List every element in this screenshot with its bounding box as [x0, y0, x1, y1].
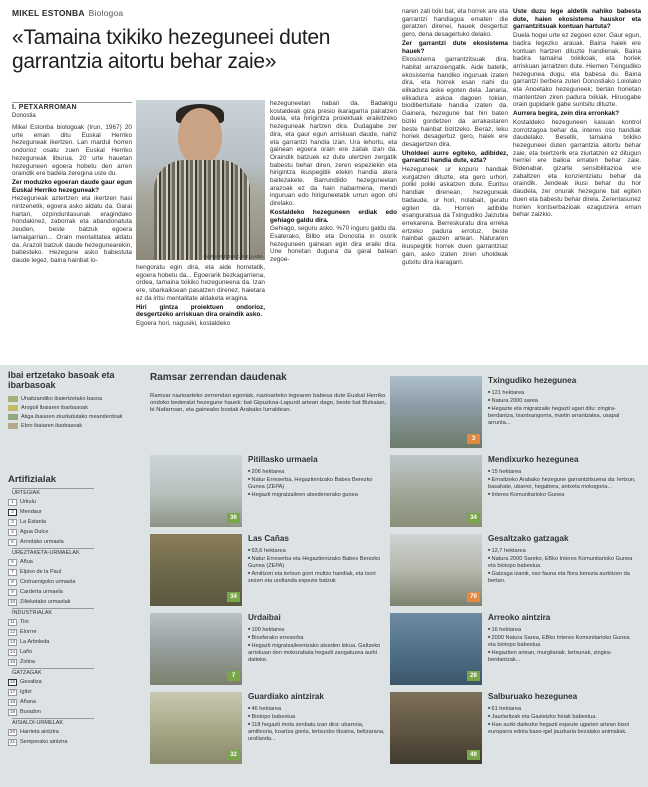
site-label: Urkulu	[20, 499, 36, 505]
site-list-item	[8, 538, 64, 546]
category-heading: AISIALDI-URMELAK	[12, 718, 94, 726]
question-2: Hiri gintza proiektuen ondorioz, desgertzeko arriskuan dira oraindik asko.	[136, 303, 265, 319]
map-number-badge: 49	[467, 750, 480, 760]
map-number-badge: 29	[467, 671, 480, 681]
ramsar-title: Ramsar zerrendan daudenak	[150, 372, 287, 383]
question-3: Kostaldeko hezeguneen erdiak edo gehiago galdu dira.	[270, 208, 397, 224]
answer-1: Hezeguneak aztertzen eta ikertzen hasi nintzenetik, egoera asko aldatu da. Garai hartan, ozpinduntasunak eragindako hondakinez, zaborrak eta abandonatuta zeuden, beste batzuk egoera lamaigarrian... Orain mentalitatea aldatu da. Arazoli batzuk daude hezegunearekin, babesteko. Hezegune asko babestuta daude legez, baina hainbat lo-	[12, 195, 132, 264]
answer-4: Ekosistema garrantzitsuak dira, habitat arrazoiengatik. Aide batetik, ekosistema handiko inguruak izaten dira, eta horrek esan nahi du elikadura aske egoten dela. Janaria, elikadura askoa dagoen tokian, biodibertsitate handia izaten da. Gainera, hezegune bat hiri baten biziki gordetzen da arrakastaren beste hainbat bizitzeko. Beraz, leku horiek desagertuz gero, haiek ere desagertzen dira.	[402, 56, 508, 148]
ramsar-intro: Ramsar nazioarteko zerrendan egoniak, nazioarteko legearen babesa dute Euskal Herriko ondoko bederatzi hezegune hauek: bat Gipuzkoa-Lapurdi artean dago, beste bat Bizkaian, bi Nafarroan, eta gaineako bostak Arabako lurraldean.	[150, 393, 387, 414]
category-heading: UREZTAKETA-URMAELAK	[12, 548, 94, 556]
answer-6: Duela hogei urte ez zegoen ezer. Gaur egun, badira legezko arauak. Baina haiek ere kontuan hartzen dituzte handienak. Baina badira tamaina txikikoak, eta horiek arriskuan jarraitzen dute. Hiemen Txingudiko hezegunea dugu, eta babesa du. Baina garrantzi berbera zuten Donostiako Loiolako eta Anoetako hezeguneek; bertan horietan mantentzen ziren padura txikiak. Hiruogabe orain gupidarik gabe suntsitu dituzte.	[513, 32, 641, 109]
site-list-item	[8, 498, 36, 506]
site-label: Laño	[20, 649, 33, 655]
category-heading: INDUSTRIALAK	[12, 608, 94, 616]
wetland-fact: ■ Jaurlaritzak eta Gasteizko hiriak babestua.	[488, 713, 638, 721]
site-label: Carderta urmaela	[20, 589, 63, 595]
legend-item	[8, 423, 82, 429]
category-heading: GATZAGAK	[12, 668, 94, 676]
site-label: Elpiso de la Paul	[20, 569, 61, 575]
wetland-facts	[248, 705, 386, 743]
wetland-photo	[390, 692, 482, 764]
intro-paragraph: Mikel Estonba biologoak (Irun, 1967) 20 urte eman ditu Euskal Herriko hezeguneak ikertzen. Lan mardul horren ondorioz osatu zuen Euskal Herriko hezeguneak liburua. 20 urte hauetan hezeguneen egoera hobetu den arren oraindik ere badela zeregina uste du.	[12, 124, 132, 178]
legend-swatch	[8, 405, 18, 411]
wetland-title: Mendixurko hezegunea	[488, 455, 579, 464]
site-number: 21	[9, 739, 16, 745]
site-list-item	[8, 658, 35, 666]
wetland-photo	[390, 613, 482, 685]
wetland-fact: ■ Amiltzori eta lertxun gorri multzo handiak, eta txori zezen eta urollanda espezie batzuk	[248, 570, 386, 585]
site-list-item	[8, 508, 42, 516]
site-number: 1	[8, 499, 17, 506]
wetland-photo	[150, 534, 242, 606]
site-label: Buradon	[20, 709, 41, 715]
wetland-fact: ■ 206 hektarea	[248, 468, 386, 476]
map-number-badge: 7	[227, 671, 240, 681]
site-label: Agua Dulce	[20, 529, 49, 535]
site-number: 6	[8, 559, 17, 566]
site-label: Zolina	[20, 659, 35, 665]
site-number: 16	[9, 679, 16, 685]
wetland-title: Las Cañas	[248, 534, 289, 543]
site-list-item	[8, 648, 32, 656]
site-label: Elorrre	[20, 629, 37, 635]
wetland-fact: ■ Hegazte eta migratzaile hegazti ugari ditu: zingira-berdantza, txantxangorria, martin arrantzalea, usapal arrunta...	[488, 405, 638, 427]
wetland-fact: ■ Biosferako erreserba	[248, 634, 386, 642]
site-label: Mendaur	[20, 509, 42, 515]
artifizialak-title: Artifizialak	[8, 474, 57, 485]
site-list-item	[8, 558, 33, 566]
site-list-item	[8, 638, 49, 646]
answer-2-cont: hezeguneetan nabari da. Badakigu kostaldeak giza presio ikaragarria pairatzen duela, eta hirigintza proiektuak eraikitzeko hezeguneak hartzen dira. Dudagabe zer dira, eta gaur egun arriskuan daude, nahiz eta garrantzi handia izan. Ura lehortu, eta gainean egoera orain ere zailak izan da. Oraindik batzuek ez dute ulertzen zergatik babestu behar diren, zeren espeziekin eta hirigintza ikuspegitik etekin handia atera baitezakete. Barrundildo hezeguneetan arazoak ez da hain nabarmena, mendi inguruan edo hiriguneetatik urrun egon ohi direlako.	[270, 100, 397, 208]
question-6: Uste duzu lege aldetik nahiko babesta dute, haien ekosistema hauskor eta garrantzitsuak kontuan hartuta?	[513, 8, 641, 31]
legend-item	[8, 396, 102, 402]
question-4: Zer garrantzi dute ekosistema hauek?	[402, 39, 508, 55]
site-number: 8	[8, 579, 17, 586]
byline-author: I. PETXARROMAN	[12, 104, 77, 111]
site-number: 10	[9, 599, 16, 605]
site-label: Harrieta aintzira	[20, 729, 59, 735]
site-list-item	[8, 688, 32, 696]
site-number: 18	[9, 699, 16, 705]
site-label: Tioi	[20, 619, 29, 625]
site-list-item	[8, 708, 41, 716]
legend-label: Atiga ibaiaren zkurkatutako meanderdoak	[21, 414, 123, 420]
site-label: Añua	[20, 559, 33, 565]
site-list-item	[8, 528, 48, 536]
wetland-fact: ■ 121 hektarea	[488, 389, 638, 397]
site-list-item	[8, 628, 37, 636]
site-label: Arrodako urmaela	[20, 539, 64, 545]
category-heading: URTEGIAK	[12, 488, 94, 496]
question-1: Zer moduzko egoeran daude gaur egun Euskal Herriko hezeguneak?	[12, 178, 132, 194]
site-number: 4	[8, 529, 17, 536]
byline	[12, 102, 132, 120]
site-number: 17	[9, 689, 16, 695]
photo-caption: GARA/ANDONI CANELLADA	[203, 254, 263, 259]
wetland-fact: ■ 118 hegazti mota zenbatu izan dira: ubarroia, amiltxoria, koartza gonla, lertsunbo iltzaina, beltzarana, urollanda...	[248, 721, 386, 743]
legend-item	[8, 405, 88, 411]
site-label: Cintruenigoko urmaela	[20, 579, 76, 585]
answer-7: Kostaldeko hezeguneen kasuan kontrol zorrotzagoa behar da, interes oso handiak daudelako. Besetik, tamaina txikiko hezeguneei duten garrantzia aitortu behar zaie, eta txertzerik era ziurtatzen ez ditugun herriei ere balioa ematen behar zaie. Bidenabar, gizarte sensibilitazioa ere zabaltzen eta konzientziatu behar da oraindik. Jendeak ikusi behar du hor daudela, zer onurak hezegune bat egiten duen eta babestu behar direla. Zerentasunez horien kontserbazioak ezagutzera eman behar zaizkio.	[513, 118, 641, 219]
wetland-fact: ■ Hegazti migratzaileentzako atseden lekua. Galtzeko arriskuan den mokozabala hegazti zangaluzea aurki daiteke.	[248, 642, 386, 664]
article-column-3	[270, 100, 397, 362]
wetland-fact: ■ 93,6 hektarea	[248, 547, 386, 555]
wetland-fact: ■ Han aurki daitezke hegazti espezie ugarien artean bisoi europarra edota baso-igel jauzkaria bezalako animaliak.	[488, 721, 638, 736]
wetland-facts	[248, 468, 386, 499]
wetland-title: Pitillasko urmaela	[248, 455, 318, 464]
legend-item	[8, 414, 123, 420]
wetland-fact: ■ 46 hektarea	[248, 705, 386, 713]
site-list-item	[8, 588, 63, 596]
map-number-badge: 36	[227, 513, 240, 523]
legend-swatch	[8, 423, 18, 429]
site-label: Semperako aintzira	[20, 739, 68, 745]
wetland-fact: ■ Interes Komunitarioko Gunea	[488, 491, 638, 499]
answer-1-cont: hengoratu egin dira, eta aide horretatik, egoera hobetu da... Egoerarik bezkagarriena, ordea, tamaina txikiko hezeguneena da. Izan ere, sbarkaiksean pasatzen direnez, haietara ez da iritsi mentalitate aldaketa eragina.	[136, 264, 265, 302]
wetland-fact: ■ 61 hektarea	[488, 705, 638, 713]
map-number-badge: 70	[467, 592, 480, 602]
wetland-facts	[248, 547, 386, 585]
wetland-fact: ■ Natura 2000 sarea	[488, 397, 638, 405]
site-number: 7	[8, 569, 17, 576]
question-7: Aurrera begira, zein dira erronkak?	[513, 110, 620, 118]
wetland-title: Guardiako aintzirak	[248, 692, 324, 701]
answer-3: Gehiago, seguru asko. %70 inguru galdu da. Esaterako, Bilbo eta Donostia in osorik hezeguneen gainean egin dira eraiki dira. Une honetan duguna da garai batean zegoe-	[270, 225, 397, 264]
site-list-item	[8, 618, 29, 626]
wetland-facts	[488, 626, 638, 664]
site-label: La Arboleda	[20, 639, 50, 645]
legend-label: Uhaitzandiko ibaiertzetako basoa	[21, 396, 103, 402]
site-number: 3	[8, 519, 17, 526]
article-column-5	[513, 8, 641, 362]
site-number: 19	[9, 709, 16, 715]
wetland-title: Urdaibai	[248, 613, 281, 622]
wetland-photo	[390, 376, 482, 448]
wetland-title: Gesaltzako gatzagak	[488, 534, 569, 543]
site-list-item	[8, 728, 59, 736]
answer-2: Egoera hori, nagusiki, kostaldeko	[136, 319, 231, 327]
site-list-item	[8, 578, 75, 586]
site-label: Gesaltza	[20, 679, 42, 685]
article-column-4	[402, 8, 508, 362]
site-list-item	[8, 598, 70, 606]
article-column-1	[12, 124, 132, 362]
wetland-fact: ■ 100 hektarea	[248, 626, 386, 634]
wetland-photo	[390, 455, 482, 527]
site-number: 11	[8, 619, 17, 626]
site-number: 5	[8, 539, 17, 546]
site-label: Zilieketako urmaelak	[20, 599, 71, 605]
answer-5: Hezeguneek ur kopuru handiak xurgatzen dituzte, eta gero urhori, poliki poliki askatzen dute. Euritsu handiak direnean, hezeguneak badaude, ur hori, nolabait, geratu egiten da. Horren adibide esanguratsua da Txingudiko Jaizubia errekarena. Berreskuratu dira erreka ertzeko padura errotuz, beste hainbat gauzen artean. Naturaren ikuspegitik horrek duen garrantziaz gain, asko izaten ziren uholdeak gutxitu dira ikaragarri.	[402, 166, 508, 266]
wetland-facts	[488, 547, 638, 585]
legend-title: Ibai ertzetako basoak eta ibarbasoak	[8, 370, 115, 390]
question-5: Uholdeei aurre egiteko, adibidez, garrantzi handia dute, ezta?	[402, 149, 508, 165]
wetland-fact: ■ 15 hektarea	[488, 468, 638, 476]
site-label: Añana	[20, 699, 36, 705]
site-list-item	[8, 698, 36, 706]
wetland-photo	[390, 534, 482, 606]
wetland-fact: ■ Natur Erreserba, Hegaztientzako Babes Berezko Gunea (ZEPA)	[248, 476, 386, 491]
map-number-badge: 34	[467, 513, 480, 523]
answer-3-cont: naren zati txiki bat, eta horrek are eta garrantzi handiagoa ematen die geratzen direnei, hauek desgertuz gero, dena desagertuko delako.	[402, 8, 508, 39]
wetland-title: Salburuako hezegunea	[488, 692, 578, 701]
legend-swatch	[8, 414, 18, 420]
wetland-fact: ■ Gatzaga izanik, oso fauna eta flora berezia aurkitzen da bertan.	[488, 570, 638, 585]
wetland-fact: ■ Hegaztien artean, murgilariak, lertxunak, zingira-berdantzak...	[488, 649, 638, 664]
wetland-fact: ■ 2000 Natura Sarea, EBko Interes Komunitarioko Gunea eta biotopo babestua	[488, 634, 638, 649]
site-number: 15	[9, 659, 16, 665]
portrait-photo	[136, 100, 265, 260]
site-list-item	[8, 738, 67, 746]
article-column-2	[136, 264, 265, 362]
wetland-fact: ■ 16 hektarea	[488, 626, 638, 634]
legend-label: Arogoil Ibaiaren ibarbasoak	[21, 405, 88, 411]
site-number: 2	[8, 509, 17, 516]
map-number-badge: 3	[467, 434, 480, 444]
site-number: 14	[9, 649, 16, 655]
wetland-title: Txingudiko hezegunea	[488, 376, 577, 385]
wetland-title: Arreoko aintzira	[488, 613, 551, 622]
site-number: 12	[9, 629, 16, 635]
wetland-photo	[150, 613, 242, 685]
author-role: Biologoa	[88, 8, 124, 18]
wetland-fact: ■ Ernaltzeko Arabako hezegune garrantzitsuena da: lertxun, basahate, ubarroi, hegabera, antxeta mokogoria...	[488, 476, 638, 491]
wetland-fact: ■ Hegazti migratzaileen atsedenerako gunea	[248, 491, 386, 499]
site-number: 13	[9, 639, 16, 645]
wetland-fact: ■ Natur Erreserba eta Hegaztientzako Babes Berezko Gunea (ZEPA)	[248, 555, 386, 570]
site-list-item	[8, 568, 61, 576]
site-number: 9	[8, 589, 17, 596]
site-list-item	[8, 678, 42, 686]
map-number-badge: 32	[227, 750, 240, 760]
site-list-item	[8, 518, 46, 526]
wetland-facts	[248, 626, 386, 664]
wetland-facts	[488, 468, 638, 499]
wetland-photo	[150, 692, 242, 764]
wetland-facts	[488, 389, 638, 427]
wetland-facts	[488, 705, 638, 736]
site-label: La Estanla	[20, 519, 46, 525]
map-number-badge: 34	[227, 592, 240, 602]
author-header: MIKEL ESTONBA Biologoa	[12, 8, 124, 18]
legend-swatch	[8, 396, 18, 402]
byline-place: Donostia	[12, 113, 36, 119]
wetland-fact: ■ Biotopo babestua	[248, 713, 386, 721]
site-number: 20	[9, 729, 16, 735]
site-label: Igitzr	[20, 689, 32, 695]
wetland-fact: ■ 12,7 hektarea	[488, 547, 638, 555]
wetland-fact: ■ Natura 2000 Sareko, EBko Interes Komunitarioko Gunea eta biotopo babestua	[488, 555, 638, 570]
page-title: «Tamaina txikiko hezeguneei duten garrantzia aitortu behar zaie»	[12, 26, 331, 73]
wetland-photo	[150, 455, 242, 527]
legend-label: Ebro ibaiaren ibarbasoak	[21, 423, 83, 429]
